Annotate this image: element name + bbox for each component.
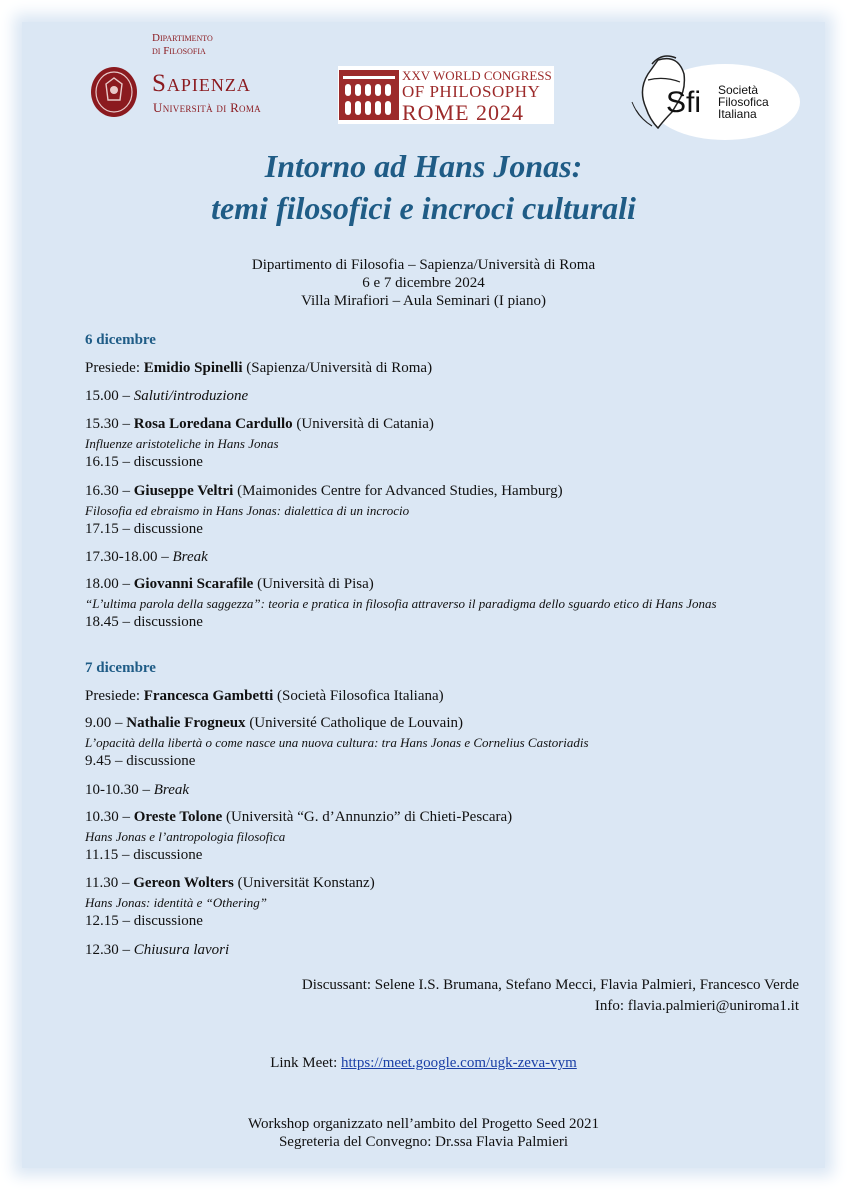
- sapienza-wordmark: Sapienza: [152, 70, 251, 97]
- day-1-heading: 6 dicembre: [85, 332, 156, 348]
- meet-line: Link Meet: https://meet.google.com/ugk-zeva-vym: [270, 1055, 577, 1071]
- wcp-line-3: ROME 2024: [402, 100, 525, 125]
- department-label: Dipartimento di Filosofia: [152, 32, 213, 57]
- sfi-mark: Sfi: [666, 86, 702, 119]
- sfi-logo: [628, 50, 800, 142]
- discussant-list: Discussant: Selene I.S. Brumana, Stefano Mecci, Flavia Palmieri, Francesco Verde: [301, 977, 799, 993]
- day-2-talk-1-title: L’opacità della libertà o come nasce una nuova cultura: tra Hans Jonas e Cornelius Castoriadis: [85, 735, 589, 750]
- day-1-talk-1-discussion: 16.15 – discussione: [85, 454, 203, 470]
- title-line-1: Intorno ad Hans Jonas:: [264, 148, 583, 184]
- day-2-closing: 12.30 – Chiusura lavori: [85, 942, 230, 958]
- world-congress-logo: [338, 66, 554, 124]
- day-1-chair: Presiede: Emidio Spinelli (Sapienza/Università di Roma): [85, 360, 433, 376]
- day-2-talk-1-discussion: 9.45 – discussione: [85, 753, 196, 769]
- day-1-talk-3-title: “L’ultima parola della saggezza”: teoria e pratica in filosofia attraverso il paradigma dello sguardo etico di Hans Jonas: [85, 596, 717, 611]
- day-1-break: 17.30-18.00 – Break: [85, 549, 208, 565]
- day-1-talk-3-discussion: 18.45 – discussione: [85, 614, 203, 630]
- day-2-talk-2-discussion: 11.15 – discussione: [85, 847, 203, 863]
- day-1-talk-2-title: Filosofia ed ebraismo in Hans Jonas: dialettica di un incrocio: [85, 503, 410, 518]
- day-2-talk-3-discussion: 12.15 – discussione: [85, 913, 203, 929]
- logo-header: [22, 22, 825, 142]
- day-2-talk-1: 9.00 – Nathalie Frogneux (Université Catholique de Louvain): [85, 715, 464, 731]
- info-email: Info: flavia.palmieri@uniroma1.it: [594, 998, 799, 1014]
- day-2-break: 10-10.30 – Break: [85, 782, 190, 798]
- day-1-talk-3: 18.00 – Giovanni Scarafile (Università di Pisa): [85, 576, 374, 592]
- day-2-chair: Presiede: Francesca Gambetti (Società Filosofica Italiana): [85, 688, 444, 704]
- day-1-talk-2: 16.30 – Giuseppe Veltri (Maimonides Centre for Advanced Studies, Hamburg): [85, 483, 563, 499]
- day-2-talk-3-title: Hans Jonas: identità e “Othering”: [85, 895, 267, 910]
- wcp-line-2: OF PHILOSOPHY: [402, 82, 541, 101]
- workshop-note: Workshop organizzato nell’ambito del Progetto Seed 2021: [248, 1116, 599, 1132]
- secretariat-note: Segreteria del Convegno: Dr.ssa Flavia Palmieri: [278, 1134, 569, 1150]
- day-1-talk-1-title: Influenze aristoteliche in Hans Jonas: [85, 436, 279, 451]
- poster-page: [22, 22, 825, 1168]
- event-info: [22, 256, 825, 310]
- day-2-talk-2-title: Hans Jonas e l’antropologia filosofica: [85, 829, 286, 844]
- day-1-talk-2-discussion: 17.15 – discussione: [85, 521, 203, 537]
- day-2-talk-2: 10.30 – Oreste Tolone (Università “G. d’Annunzio” di Chieti-Pescara): [85, 809, 513, 825]
- wcp-line-1: XXV WORLD CONGRESS: [402, 68, 552, 83]
- venue-room: Villa Mirafiori – Aula Seminari (I piano): [301, 293, 546, 309]
- sapienza-seal-icon: [90, 66, 138, 118]
- universita-label: Università di Roma: [153, 100, 261, 115]
- day-1-opening: 15.00 – Saluti/introduzione: [85, 388, 249, 404]
- title-line-2: temi filosofici e incroci culturali: [211, 190, 636, 226]
- venue-dept: Dipartimento di Filosofia – Sapienza/Università di Roma: [251, 257, 596, 273]
- sfi-name: Società Filosofica Italiana: [718, 83, 769, 121]
- day-2-heading: 7 dicembre: [85, 660, 156, 676]
- event-dates: 6 e 7 dicembre 2024: [362, 275, 485, 291]
- meet-link[interactable]: https://meet.google.com/ugk-zeva-vym: [341, 1055, 577, 1071]
- colosseum-icon: [339, 70, 399, 120]
- day-2-talk-3: 11.30 – Gereon Wolters (Universität Konstanz): [85, 875, 375, 891]
- day-1-talk-1: 15.30 – Rosa Loredana Cardullo (Università di Catania): [85, 416, 434, 432]
